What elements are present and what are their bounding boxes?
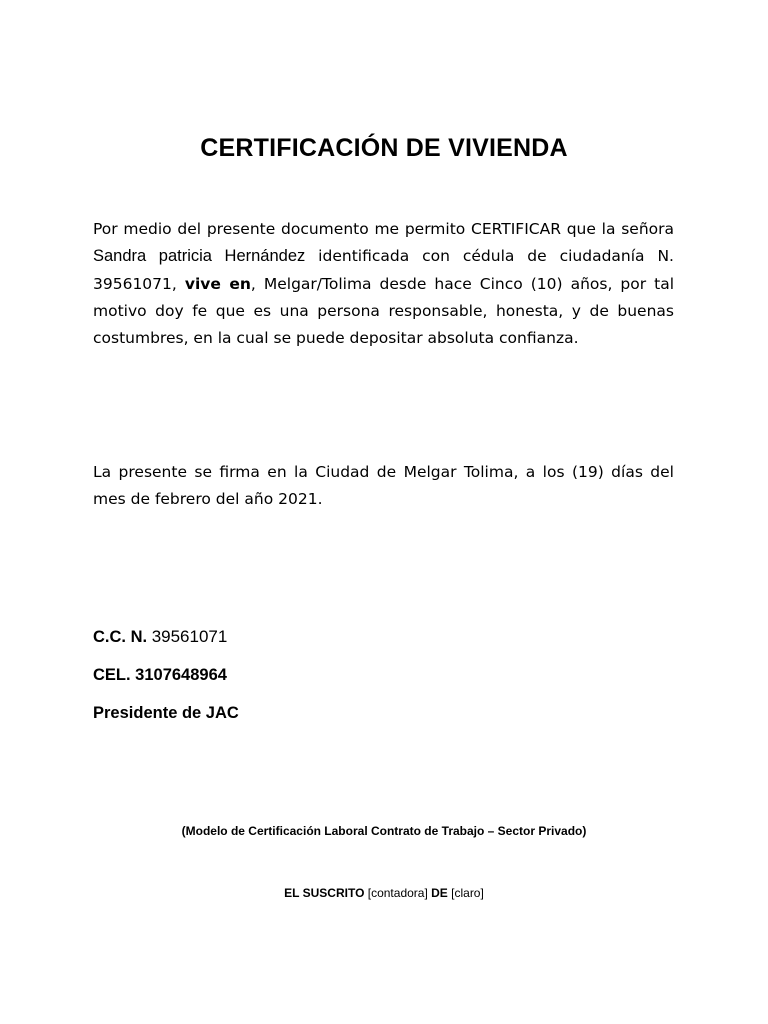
paragraph-intro: Por medio del presente documento me permito CERTIFICAR que la señora [93,220,674,238]
model-note: (Modelo de Certificación Laboral Contrato de Trabajo – Sector Privado) [181,824,587,838]
suscrito-role: [contadora] [367,886,428,900]
signature-role: Presidente de JAC [93,704,239,722]
document-title: CERTIFICACIÓN DE VIVIENDA [200,134,568,162]
suscrito-c: DE [427,886,452,900]
signature-cel: CEL. 3107648964 [93,666,227,684]
signing-paragraph: La presente se firma en la Ciudad de Melgar Tolima, a los (19) días del mes de febrero del año 2021. [93,463,674,509]
person-name: Sandra patricia Hernández [93,247,306,266]
vive-en-text: vive en [184,274,251,293]
cc-label: C.C. N. [93,628,148,646]
signature-cc [93,627,227,647]
suscrito-company: [claro] [451,886,484,900]
cc-number: 39561071 [151,627,228,646]
certification-paragraph [93,216,674,352]
paragraph-rest: , Melgar/Tolima desde hace Cinco (10) años, por tal motivo doy fe que es una persona responsable, honesta, y de buenas costumbres, en la cual se puede depositar absoluta confianza. [93,274,675,348]
id-text: identificada con cédula de ciudadanía N. 39561071, [93,247,674,293]
suscrito-line [0,886,768,900]
suscrito-a: EL SUSCRITO [284,886,368,900]
